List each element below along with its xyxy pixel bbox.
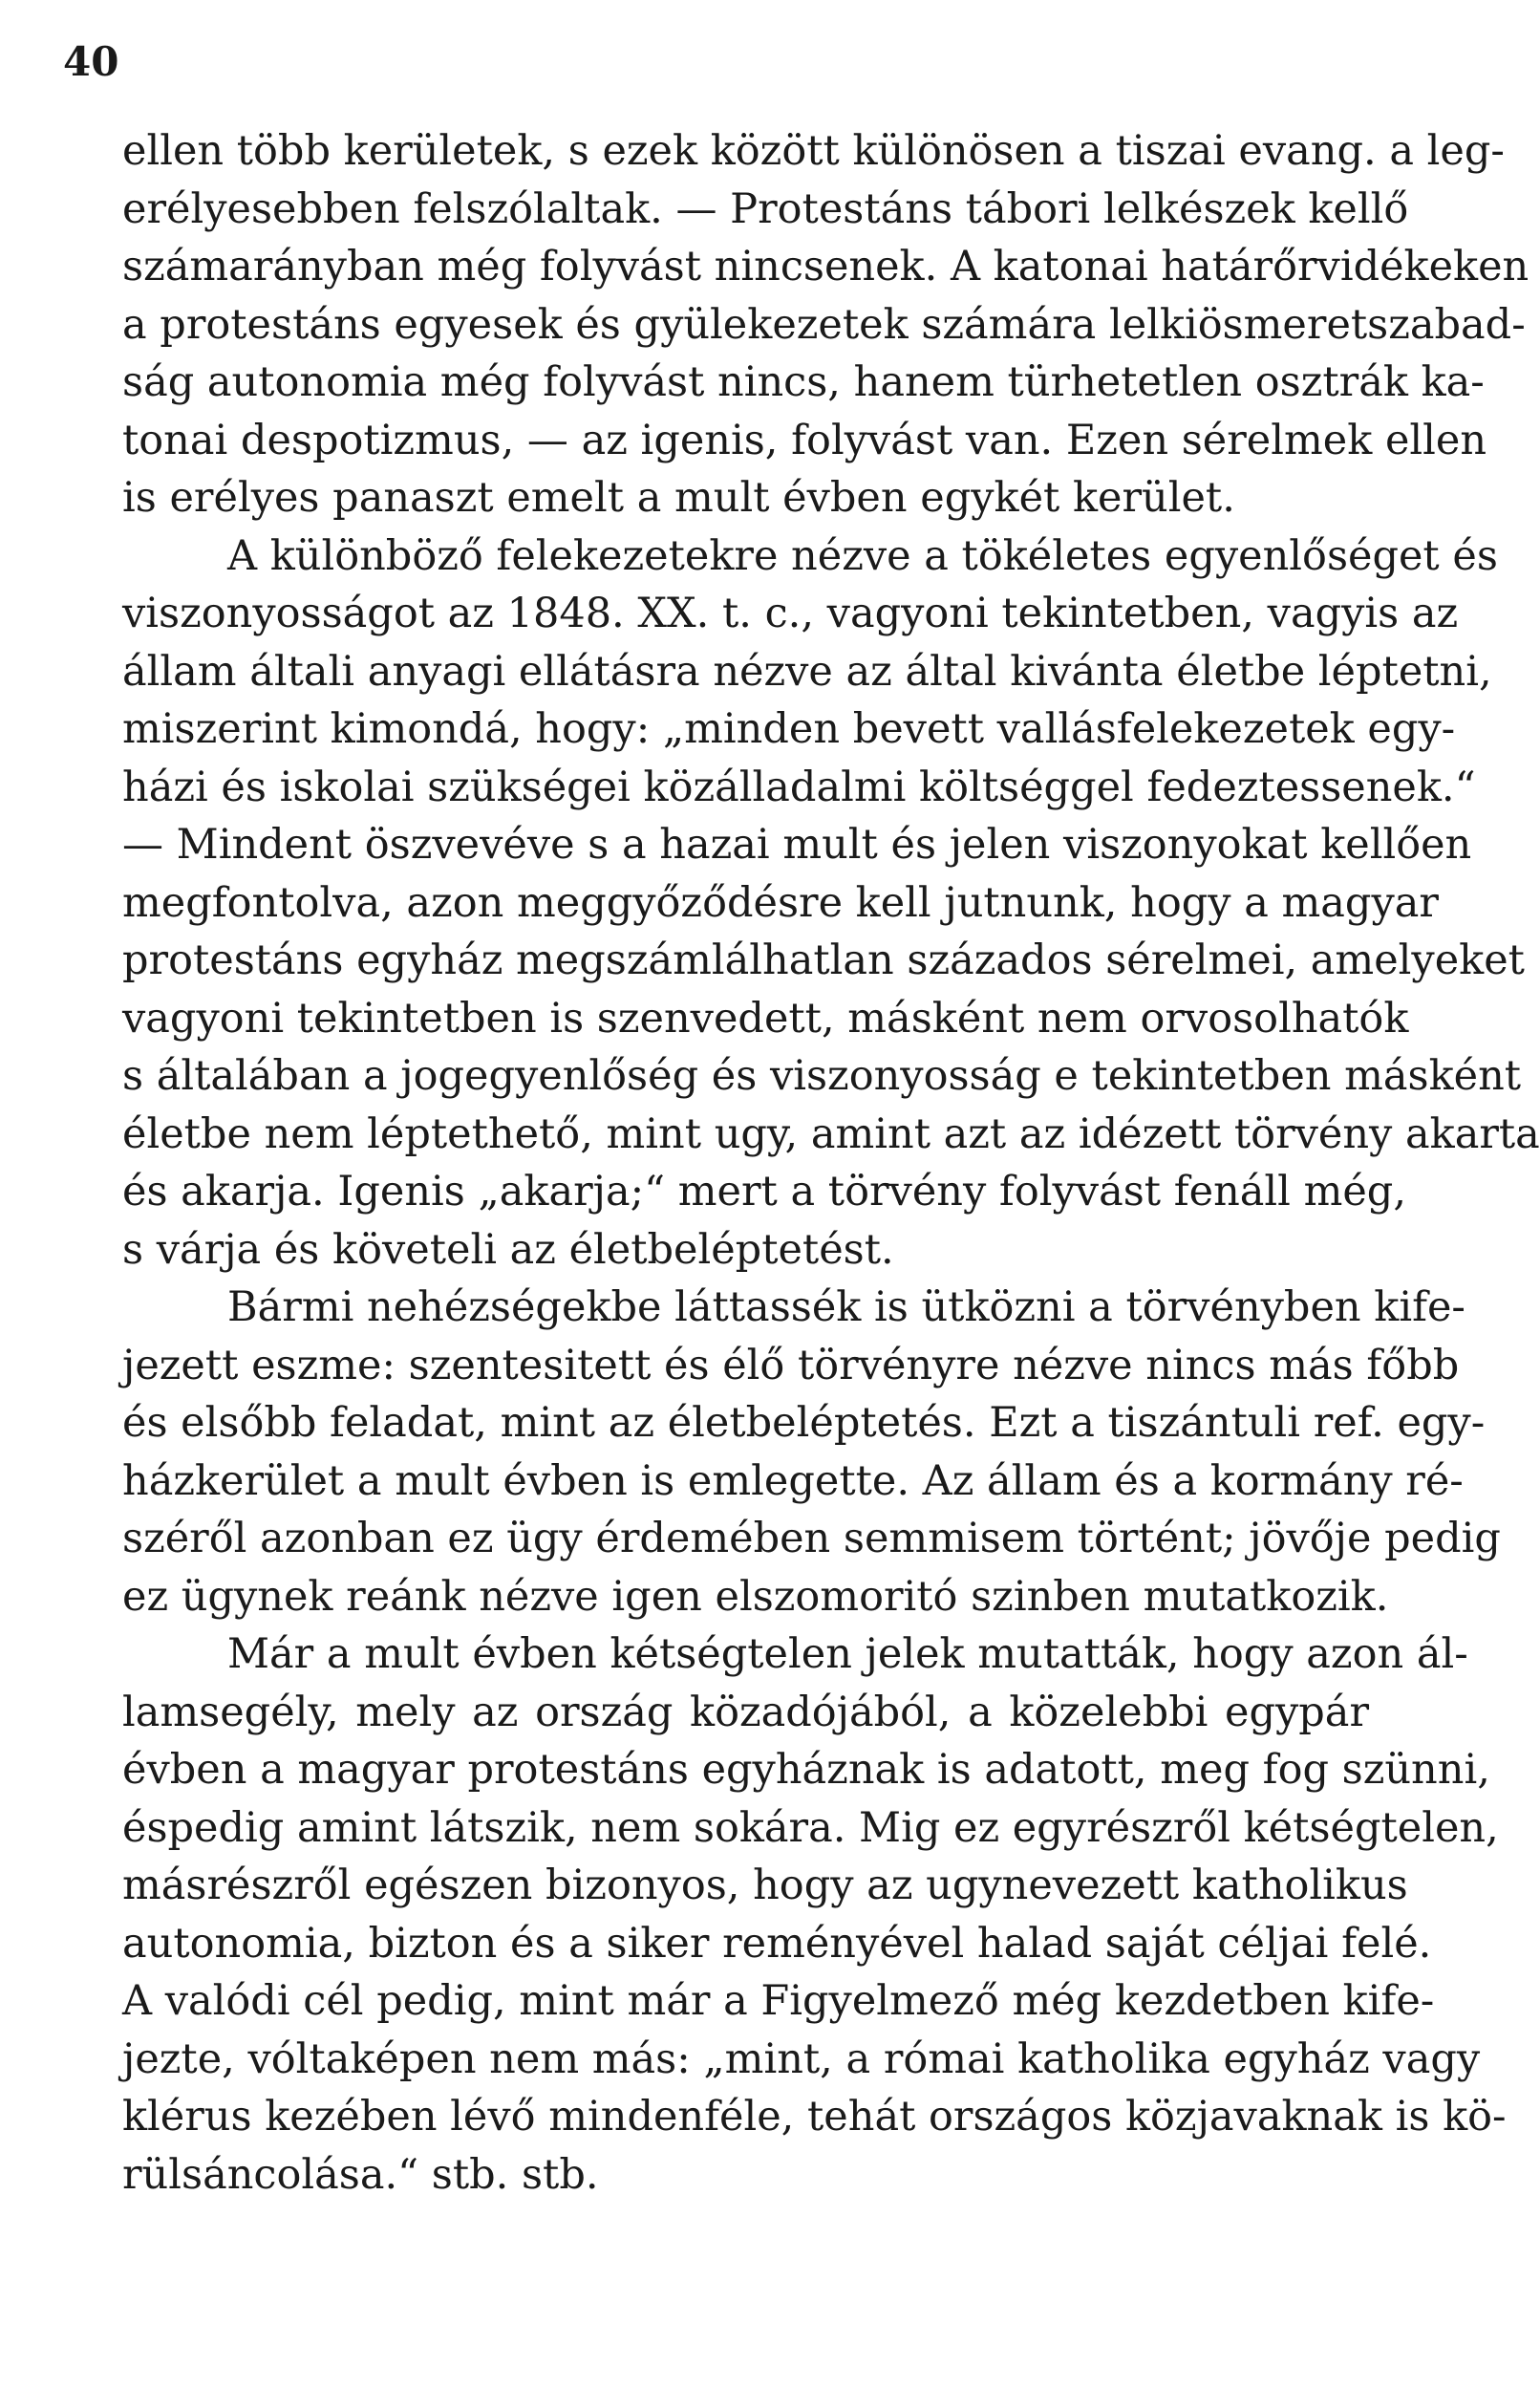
text-line: házi és iskolai szükségei közálladalmi költséggel fedeztessenek.“ <box>122 763 1476 811</box>
text-line: ság autonomia még folyvást nincs, hanem türhetetlen osztrák ka- <box>122 358 1485 406</box>
text-line: jezett eszme: szentesitett és élő törvényre nézve nincs más főbb <box>122 1341 1460 1389</box>
text-line: protestáns egyház megszámlálhatlan százados sérelmei, amelyeket <box>122 936 1525 984</box>
text-line: Bármi nehézségekbe láttassék is ütközni a törvényben kife- <box>227 1283 1465 1331</box>
text-line: A különböző felekezetekre nézve a tökéletes egyenlőséget és <box>227 531 1498 580</box>
text-line: Már a mult évben kétségtelen jelek mutatták, hogy azon ál- <box>227 1630 1468 1678</box>
page-number: 40 <box>63 38 119 85</box>
text-line: évben a magyar protestáns egyháznak is adatott, meg fog szünni, <box>122 1746 1490 1794</box>
text-line: autonomia, bizton és a siker reményével halad saját céljai felé. <box>122 1919 1432 1968</box>
text-line: a protestáns egyesek és gyülekezetek számára lelkiösmeretszabad- <box>122 300 1526 349</box>
text-line: rülsáncolása.“ stb. stb. <box>122 2150 599 2199</box>
text-line: s általában a jogegyenlőség és viszonyosság e tekintetben másként <box>122 1052 1522 1100</box>
text-line: és akarja. Igenis „akarja;“ mert a törvény folyvást fenáll még, <box>122 1168 1407 1216</box>
text-line: is erélyes panaszt emelt a mult évben egykét kerület. <box>122 474 1235 522</box>
body-text <box>122 122 1540 2204</box>
text-line: A valódi cél pedig, mint már a Figyelmező még kezdetben kife- <box>122 1977 1435 2025</box>
text-line: életbe nem léptethető, mint ugy, amint azt az idézett törvény akarta <box>122 1109 1540 1158</box>
text-line: vagyoni tekintetben is szenvedett, másként nem orvosolhatók <box>122 994 1409 1043</box>
text-line: ellen több kerületek, s ezek között különösen a tiszai evang. a leg- <box>122 127 1505 175</box>
text-line: másrészről egészen bizonyos, hogy az ugynevezett katholikus <box>122 1862 1408 1909</box>
text-line: erélyesebben felszólaltak. — Protestáns tábori lelkészek kellő <box>122 184 1409 233</box>
text-line: házkerület a mult évben is emlegette. Az állam és a kormány ré- <box>122 1456 1464 1505</box>
text-line: éspedig amint látszik, nem sokára. Mig ez egyrészről kétségtelen, <box>122 1803 1499 1852</box>
text-line: viszonyosságot az 1848. XX. t. c., vagyoni tekintetben, vagyis az <box>122 590 1459 637</box>
text-line: tonai despotizmus, — az igenis, folyvást van. Ezen sérelmek ellen <box>122 416 1487 464</box>
text-line: — Mindent öszvevéve s a hazai mult és jelen viszonyokat kellően <box>122 821 1472 869</box>
text-line: jezte, vóltaképen nem más: „mint, a római katholika egyház vagy <box>122 2034 1481 2083</box>
text-line: s várja és követeli az életbeléptetést. <box>122 1225 894 1274</box>
text-line: állam általi anyagi ellátásra nézve az által kivánta életbe léptetni, <box>122 647 1492 696</box>
text-line: miszerint kimondá, hogy: „minden bevett vallásfelekezetek egy- <box>122 705 1456 753</box>
text-line: ez ügynek reánk nézve igen elszomoritó szinben mutatkozik. <box>122 1572 1389 1621</box>
text-line: széről azonban ez ügy érdemében semmisem történt; jövője pedig <box>122 1515 1501 1562</box>
text-line: klérus kezében lévő mindenféle, tehát országos közjavaknak is kö- <box>122 2093 1507 2141</box>
text-line: megfontolva, azon meggyőződésre kell jutnunk, hogy a magyar <box>122 878 1439 927</box>
text-line: lamsegély, mely az ország közadójából, a közelebbi egypár <box>122 1688 1369 1736</box>
text-line: számarányban még folyvást nincsenek. A katonai határőrvidékeken <box>122 243 1529 291</box>
text-line: és elsőbb feladat, mint az életbeléptetés. Ezt a tiszántuli ref. egy- <box>122 1399 1486 1447</box>
